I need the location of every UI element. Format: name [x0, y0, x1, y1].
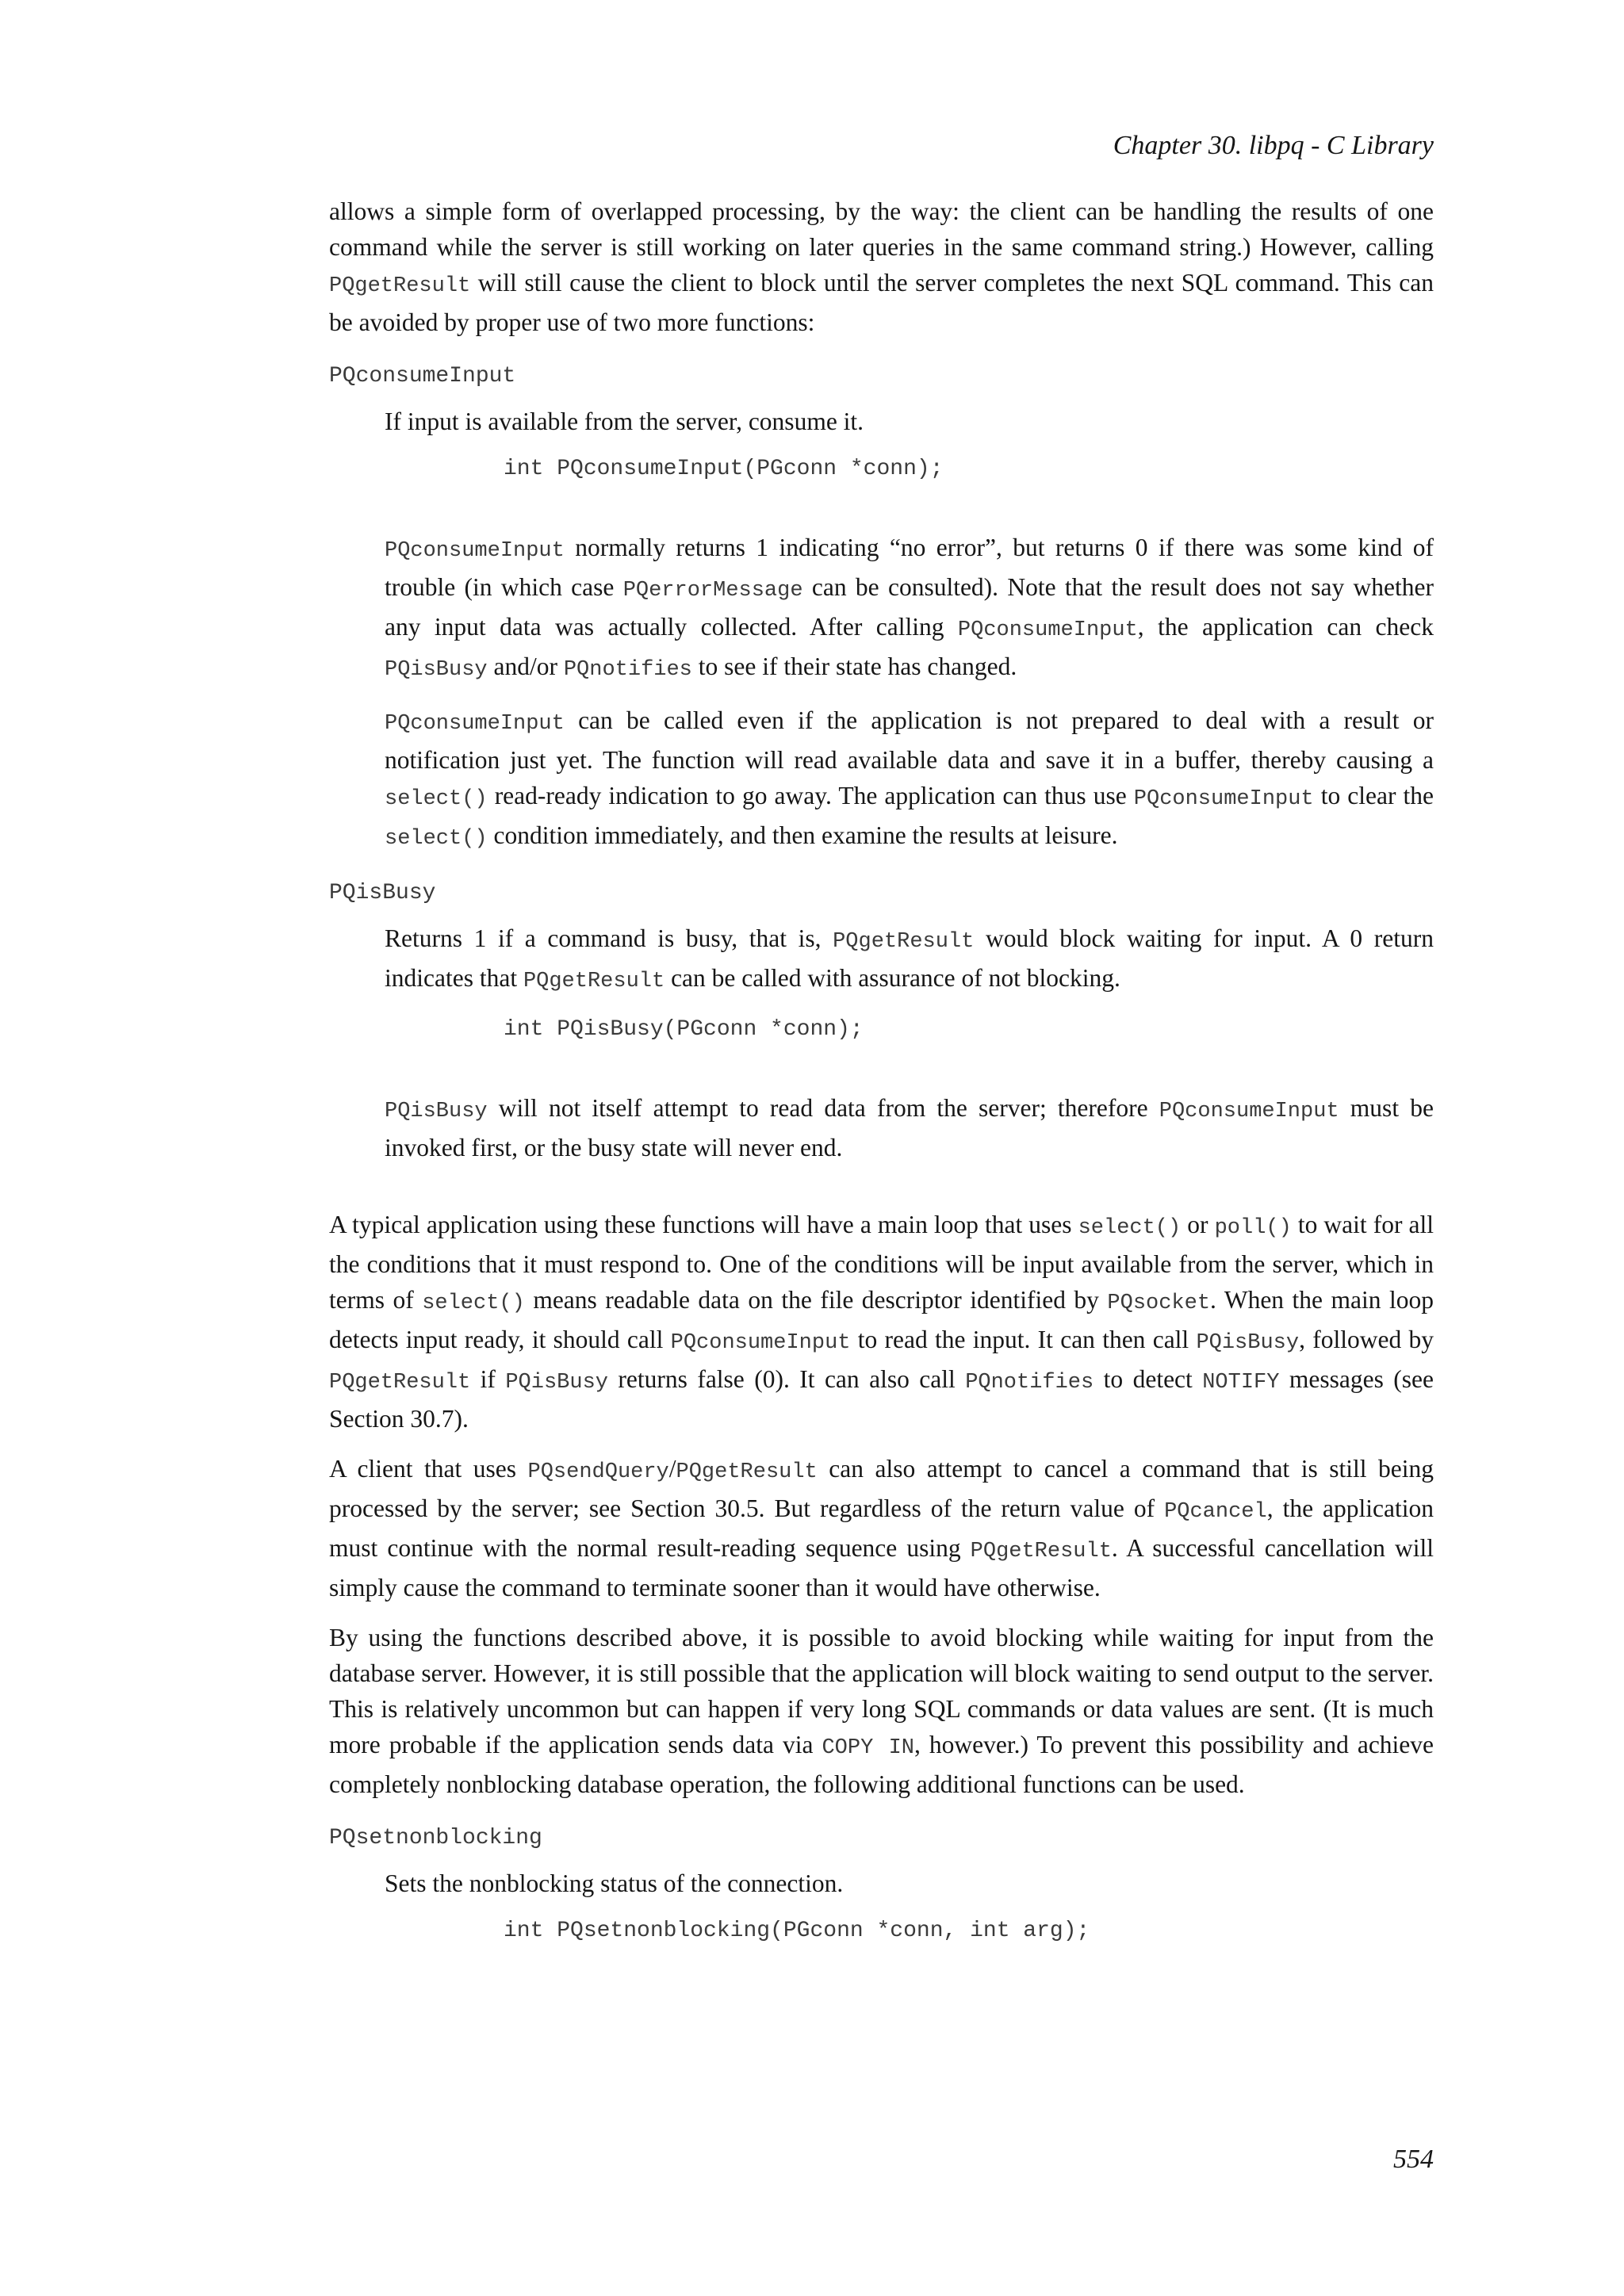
intro-paragraph: allows a simple form of overlapped processing, by the way: the client can be handling the results of one command while the server is still working on later queries in the same command string.) However, calling PQgetResult will still cause the client to block until the server completes the next SQL command. This can be avoided by proper use of two more functions:	[329, 197, 1434, 336]
description-pqisbusy: Returns 1 if a command is busy, that is, PQgetResult would block waiting for input. A 0 return indicates that PQgetResult can be called with assurance of not blocking.	[385, 924, 1434, 993]
term-pqisbusy: PQisBusy	[329, 881, 436, 905]
term-pqconsumeinput: PQconsumeInput	[329, 364, 516, 388]
page-content	[329, 193, 1434, 1992]
section-gap	[329, 1180, 1434, 1207]
paragraph-pqisbusy-note: PQisBusy will not itself attempt to read data from the server; therefore PQconsumeInput must be invoked first, or the busy state will never end.	[385, 1094, 1434, 1161]
term-pqsetnonblocking: PQsetnonblocking	[329, 1826, 542, 1850]
synopsis-pqconsumeinput: int PQconsumeInput(PGconn *conn);	[504, 457, 944, 481]
paragraph-nonblocking: By using the functions described above, it is possible to avoid blocking while waiting for input from the database server. However, it is still possible that the application will block waiting to send output to the server. This is relatively uncommon but can happen if very long SQL commands or data values are sent. (It is much more probable if the application sends data via COPY IN, however.) To prevent this possibility and achieve completely nonblocking database operation, the following additional functions can be used.	[329, 1624, 1434, 1798]
code-pqgetresult: PQgetResult	[329, 274, 471, 298]
description-pqconsumeinput: If input is available from the server, consume it.	[385, 408, 864, 435]
definition-pqsetnonblocking	[385, 1866, 1434, 1947]
synopsis-pqisbusy: int PQisBusy(PGconn *conn);	[504, 1017, 864, 1042]
description-pqsetnonblocking: Sets the nonblocking status of the connection.	[385, 1869, 844, 1897]
definition-pqconsumeinput	[385, 404, 1434, 857]
paragraph-cancel: A client that uses PQsendQuery/PQgetResult can also attempt to cancel a command that is still being processed by the server; see Section 30.5. But regardless of the return value of PQcancel, the application must continue with the normal result-reading sequence using PQgetResult. A successful cancellation will simply cause the command to terminate sooner than it would have otherwise.	[329, 1455, 1434, 1601]
synopsis-pqsetnonblocking: int PQsetnonblocking(PGconn *conn, int arg);	[504, 1919, 1090, 1943]
running-header: Chapter 30. libpq - C Library	[1113, 131, 1434, 160]
paragraph-main-loop: A typical application using these functions will have a main loop that uses select() or poll() to wait for all the conditions that it must respond to. One of the conditions will be input available from the server, which in terms of select() means readable data on the file descriptor identified by PQsocket. When the main loop detects input ready, it should call PQconsumeInput to read the input. It can then call PQisBusy, followed by PQgetResult if PQisBusy returns false (0). It can also call PQnotifies to detect NOTIFY messages (see Section 30.7).	[329, 1211, 1434, 1433]
paragraph-pqconsumeinput-return: PQconsumeInput normally returns 1 indicating “no error”, but returns 0 if there was some kind of trouble (in which case PQerrorMessage can be consulted). Note that the result does not say whether any input data was actually collected. After calling PQconsumeInput, the application can check PQisBusy and/or PQnotifies to see if their state has changed.	[385, 534, 1434, 682]
definition-pqisbusy	[385, 920, 1434, 1165]
paragraph-pqconsumeinput-usage: PQconsumeInput can be called even if the application is not prepared to deal with a result or notification just yet. The function will read available data and save it in a buffer, thereby causing a select() read-ready indication to go away. The application can thus use PQconsumeInput to clear the select() condition immediately, and then examine the results at leisure.	[385, 706, 1434, 851]
page-number: 554	[1393, 2145, 1434, 2174]
